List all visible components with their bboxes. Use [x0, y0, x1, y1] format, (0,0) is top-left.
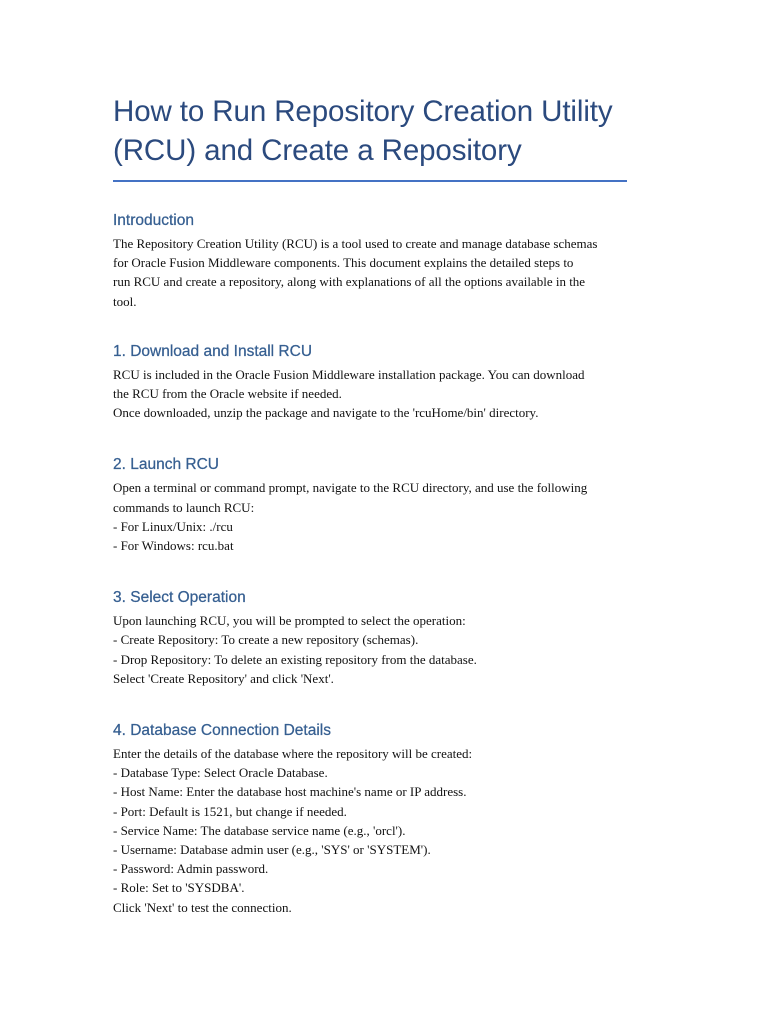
- section-body: [113, 478, 627, 555]
- body-line: Enter the details of the database where the repository will be created:: [113, 746, 473, 762]
- body-line: tool.: [113, 293, 137, 309]
- body-line: - Service Name: The database service name (e.g., 'orcl').: [113, 822, 406, 838]
- body-line: Open a terminal or command prompt, navigate to the RCU directory, and use the following: [113, 480, 588, 496]
- body-line: - For Linux/Unix: ./rcu: [113, 518, 233, 534]
- body-line: - Create Repository: To create a new repository (schemas).: [113, 632, 419, 648]
- section-heading: 1. Download and Install RCU: [113, 342, 313, 360]
- body-line: for Oracle Fusion Middleware components. This document explains the detailed steps to: [113, 255, 574, 271]
- body-line: - Port: Default is 1521, but change if needed.: [113, 803, 347, 819]
- body-line: Once downloaded, unzip the package and navigate to the 'rcuHome/bin' directory.: [113, 405, 539, 421]
- body-line: - Host Name: Enter the database host machine's name or IP address.: [113, 784, 467, 800]
- body-line: - Username: Database admin user (e.g., 'SYS' or 'SYSTEM').: [113, 842, 431, 858]
- body-line: - Password: Admin password.: [113, 861, 269, 877]
- title-underline: [113, 180, 627, 182]
- body-line: - Drop Repository: To delete an existing repository from the database.: [113, 651, 477, 667]
- body-line: the RCU from the Oracle website if needed.: [113, 386, 342, 402]
- section-database-connection: [113, 721, 627, 917]
- title-line: (RCU) and Create a Repository: [113, 134, 522, 167]
- section-body: [113, 744, 627, 917]
- body-line: run RCU and create a repository, along with explanations of all the options available in the: [113, 274, 586, 290]
- document-title: [113, 92, 627, 170]
- section-heading: 4. Database Connection Details: [113, 722, 331, 740]
- section-heading: 2. Launch RCU: [113, 456, 219, 474]
- body-line: Upon launching RCU, you will be prompted to select the operation:: [113, 613, 466, 629]
- document-page: [113, 92, 627, 917]
- section-body: [113, 611, 627, 688]
- section-select-operation: [113, 588, 627, 688]
- body-line: - For Windows: rcu.bat: [113, 538, 234, 554]
- body-line: The Repository Creation Utility (RCU) is a tool used to create and manage database schemas: [113, 236, 598, 251]
- section-heading: 3. Select Operation: [113, 589, 246, 607]
- body-line: Click 'Next' to test the connection.: [113, 899, 292, 915]
- section-introduction: [113, 211, 627, 311]
- body-line: - Database Type: Select Oracle Database.: [113, 765, 328, 781]
- section-download-install: [113, 342, 627, 423]
- section-body: [113, 234, 627, 311]
- section-heading: Introduction: [113, 212, 194, 229]
- body-line: Select 'Create Repository' and click 'Next'.: [113, 670, 334, 686]
- body-line: RCU is included in the Oracle Fusion Middleware installation package. You can download: [113, 366, 585, 382]
- section-launch: [113, 455, 627, 555]
- section-body: [113, 365, 627, 423]
- title-line: How to Run Repository Creation Utility: [113, 95, 613, 128]
- body-line: - Role: Set to 'SYSDBA'.: [113, 880, 245, 896]
- body-line: commands to launch RCU:: [113, 499, 255, 515]
